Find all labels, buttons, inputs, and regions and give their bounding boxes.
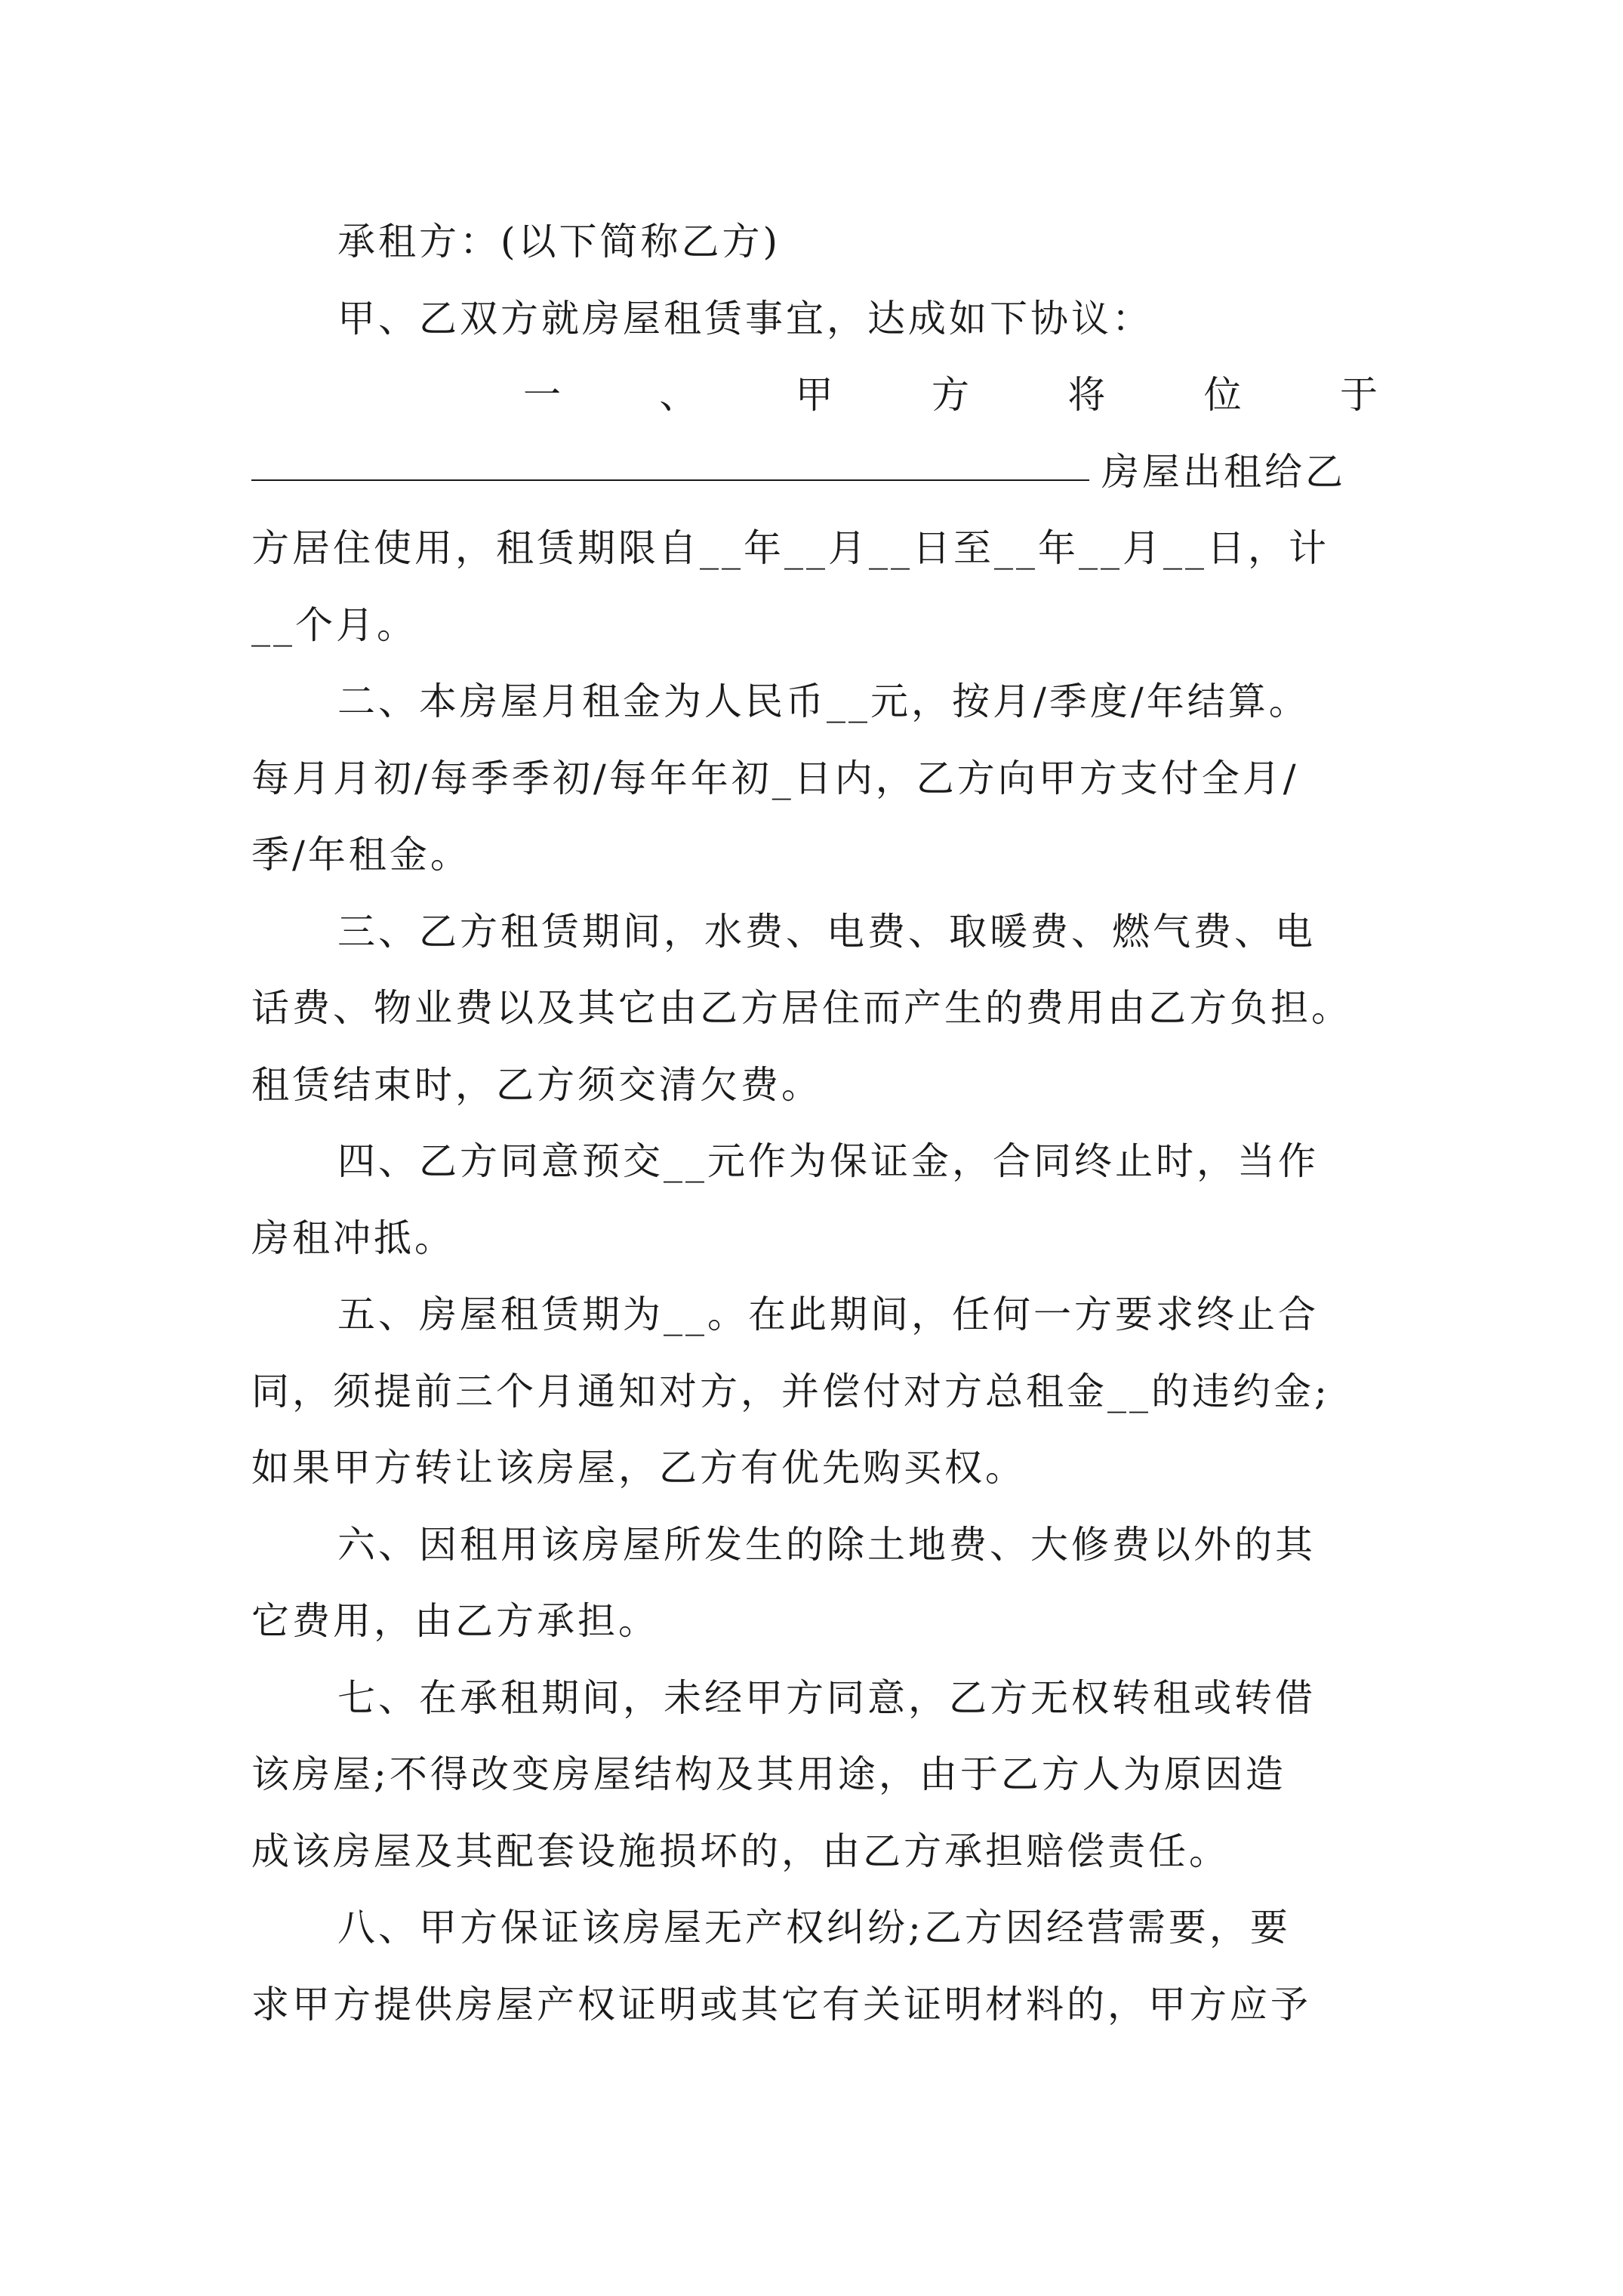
body-line: 该房屋;不得改变房屋结构及其用途，由于乙方人为原因造 <box>251 1752 1286 1796</box>
clause-eight: 八、甲方保证该房屋无产权纠纷;乙方因经营需要，要 <box>337 1906 1291 1949</box>
body-line: 同，须提前三个月通知对方，并偿付对方总租金__的违约金; <box>251 1369 1330 1413</box>
body-line: 房租冲抵。 <box>251 1216 455 1260</box>
body-line: 成该房屋及其配套设施损坏的，由乙方承担赔偿责任。 <box>251 1829 1230 1873</box>
heading-char: 于 <box>1339 373 1381 417</box>
address-blank <box>251 434 1089 481</box>
clause-five: 五、房屋租赁期为__。在此期间，任何一方要求终止合 <box>337 1293 1319 1336</box>
clause-one-heading <box>251 357 1384 434</box>
heading-char: 一 <box>523 373 564 417</box>
body-line: 方居住使用，租赁期限自__年__月__日至__年__月__日，计 <box>251 526 1329 570</box>
heading-char: 位 <box>1203 373 1245 417</box>
heading-char: 甲 <box>795 373 836 417</box>
lessee-line: 承租方：(以下简称乙方) <box>337 220 781 264</box>
address-suffix: 房屋出租给乙 <box>1101 449 1346 494</box>
contract-body <box>251 204 1384 2043</box>
body-line: 租赁结束时，乙方须交清欠费。 <box>251 1062 822 1107</box>
body-line: 求甲方提供房屋产权证明或其它有关证明材料的，甲方应予 <box>251 1982 1311 2026</box>
body-line: 季/年租金。 <box>251 833 471 877</box>
body-line: 它费用，由乙方承担。 <box>251 1599 659 1643</box>
clause-two: 二、本房屋月租金为人民币__元，按月/季度/年结算。 <box>337 680 1310 723</box>
agreement-intro: 甲、乙双方就房屋租赁事宜，达成如下协议： <box>337 296 1153 341</box>
body-line: 如果甲方转让该房屋，乙方有优先购买权。 <box>251 1446 1026 1490</box>
clause-six: 六、因租用该房屋所发生的除土地费、大修费以外的其 <box>337 1522 1316 1567</box>
body-line: 话费、物业费以及其它由乙方居住而产生的费用由乙方负担。 <box>251 986 1352 1030</box>
body-line: __个月。 <box>251 603 417 647</box>
heading-char: 将 <box>1067 373 1109 417</box>
heading-char: 方 <box>931 373 972 417</box>
clause-three: 三、乙方租赁期间，水费、电费、取暖费、燃气费、电 <box>337 909 1316 954</box>
body-line: 每月月初/每季季初/每年年初_日内，乙方向甲方支付全月/ <box>251 756 1299 800</box>
heading-char: 、 <box>659 373 701 417</box>
clause-seven: 七、在承租期间，未经甲方同意，乙方无权转租或转借 <box>337 1675 1316 1720</box>
address-line <box>251 434 1384 511</box>
clause-four: 四、乙方同意预交__元作为保证金，合同终止时，当作 <box>337 1139 1319 1183</box>
